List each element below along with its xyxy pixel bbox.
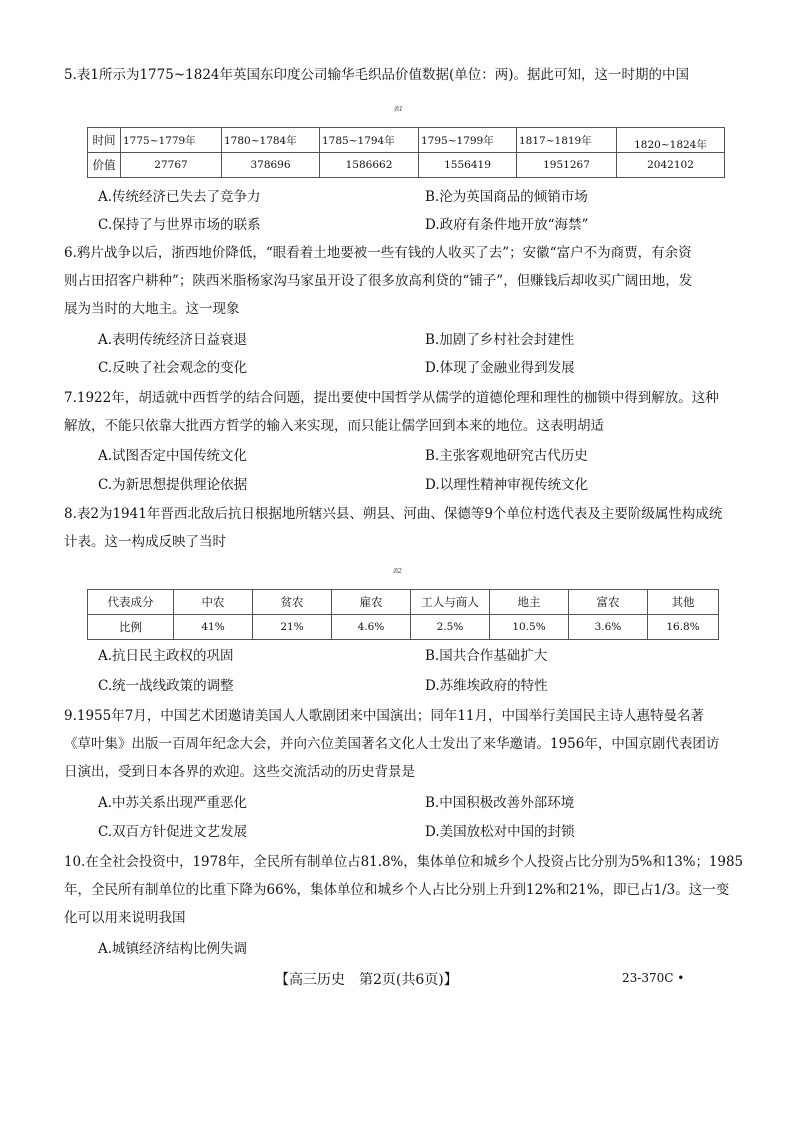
q10-stem-line-3: 化可以用来说明我国 [64,910,186,926]
q7-stem-line-2: 解放，不能只依靠大批西方哲学的输入来实现，而只能让儒学回到本来的地位。这表明胡适 [64,418,604,434]
q6-stem-line-2: 则占田招客户耕种”；陕西米脂杨家沟马家虽开设了很多放高利贷的“铺子”，但赚钱后却收买广阔田地，发 [64,273,693,289]
q5-option-c: C.保持了与世界市场的联系 [98,217,261,233]
table-1-cell: 1951267 [517,153,617,178]
table-1-cell: 27767 [121,153,222,178]
q6-option-a: A.表明传统经济日益衰退 [98,332,248,348]
q5-option-d: D.政府有条件地开放“海禁” [425,217,589,233]
q7-option-d: D.以理性精神审视传统文化 [425,477,589,493]
table-1-cell: 1817~1819年 [517,128,617,153]
table-2-cell: 41% [174,615,253,640]
q6-stem-line-3: 展为当时的大地主。这一现象 [64,301,240,317]
table-1-header-row [88,128,725,153]
table-2-cell: 21% [253,615,332,640]
q9-stem-line-3: 日演出，受到日本各界的欢迎。这些交流活动的历史背景是 [64,764,415,780]
table-2-cell: 中农 [174,590,253,615]
q9-option-c: C.双百方针促进文艺发展 [98,824,248,840]
q8-stem-line-2: 计表。这一构成反映了当时 [64,534,226,550]
table-1-value-row [88,153,725,178]
table-2-cell: 比例 [88,615,174,640]
q8-option-a: A.抗日民主政权的巩固 [98,648,234,664]
table-2-cell: 4.6% [332,615,411,640]
table-2-cell: 贫农 [253,590,332,615]
table-1-cell: 1780~1784年 [222,128,320,153]
table-2-cell: 10.5% [490,615,569,640]
q5-option-a: A.传统经济已失去了竞争力 [98,189,261,205]
q5-stem-line-1: 5.表1所示为1775~1824年英国东印度公司输华毛织品价值数据(单位：两)。据此可知，这一时期的中国 [64,67,690,83]
q10-stem-line-1: 10.在全社会投资中，1978年，全民所有制单位占81.8%，集体单位和城乡个人投资占比分别为5%和13%；1985 [64,854,743,870]
q8-option-b: B.国共合作基础扩大 [425,648,548,664]
q9-option-d: D.美国放松对中国的封锁 [425,824,575,840]
table-1 [87,127,725,178]
table-2 [87,589,719,640]
table-2-value-row [88,615,719,640]
q10-option-a: A.城镇经济结构比例失调 [98,941,248,957]
table-2-cell: 2.5% [411,615,490,640]
table-1-cell: 1586662 [320,153,419,178]
table-1-cell: 价值 [88,153,121,178]
q9-stem-line-1: 9.1955年7月，中国艺术团邀请美国人人歌剧团来中国演出；同年11月，中国举行美国民主诗人惠特曼名著 [64,708,705,724]
table-1-cell: 2042102 [617,153,725,178]
q6-option-b: B.加剧了乡村社会封建性 [425,332,575,348]
table-1-cell: 时间 [88,128,121,153]
table-1-caption: 表1 [393,106,403,113]
q8-option-c: C.统一战线政策的调整 [98,678,234,694]
table-1-cell: 1556419 [419,153,517,178]
table-2-header-row [88,590,719,615]
q9-option-a: A.中苏关系出现严重恶化 [98,795,248,811]
table-1-cell: 1785~1794年 [320,128,419,153]
table-2-caption: 表2 [392,568,402,575]
table-2-cell: 其他 [648,590,719,615]
table-2-cell: 代表成分 [88,590,174,615]
table-2-cell: 雇农 [332,590,411,615]
q10-stem-line-2: 年，全民所有制单位的比重下降为66%，集体单位和城乡个人占比分别上升到12%和21%，即已占1/3。这一变 [64,882,730,898]
page-footer-code: 23-370C • [622,971,685,985]
table-2-cell: 工人与商人 [411,590,490,615]
q7-stem-line-1: 7.1922年，胡适就中西哲学的结合问题，提出要使中国哲学从儒学的道德伦理和理性的枷锁中得到解放。这种 [64,390,719,406]
table-1-cell: 1775~1779年 [121,128,222,153]
q7-option-b: B.主张客观地研究古代历史 [425,448,588,464]
q9-stem-line-2: 《草叶集》出版一百周年纪念大会，并向六位美国著名文化人士发出了来华邀请。1956年，中国京剧代表团访 [64,736,720,752]
q6-option-d: D.体现了金融业得到发展 [425,360,575,376]
table-2-cell: 地主 [490,590,569,615]
table-2-cell: 16.8% [648,615,719,640]
table-1-cell: 378696 [222,153,320,178]
q5-option-b: B.沦为英国商品的倾销市场 [425,189,588,205]
q6-stem-line-1: 6.鸦片战争以后，浙西地价降低，“眼看着土地要被一些有钱的人收买了去”；安徽“富户不为商贾，有余资 [64,245,692,261]
q7-option-c: C.为新思想提供理论依据 [98,477,248,493]
q8-stem-line-1: 8.表2为1941年晋西北敌后抗日根据地所辖兴县、朔县、河曲、保德等9个单位村选代表及主要阶级属性构成统 [64,506,723,522]
q9-option-b: B.中国积极改善外部环境 [425,795,575,811]
q8-option-d: D.苏维埃政府的特性 [425,678,548,694]
q7-option-a: A.试图否定中国传统文化 [98,448,248,464]
table-1-cell: 1820~1824年 [617,128,725,153]
table-2-cell: 3.6% [569,615,648,640]
table-2-cell: 富农 [569,590,648,615]
q6-option-c: C.反映了社会观念的变化 [98,360,248,376]
page-footer-title: 【高三历史 第2页(共6页)】 [275,972,458,988]
table-1-cell: 1795~1799年 [419,128,517,153]
